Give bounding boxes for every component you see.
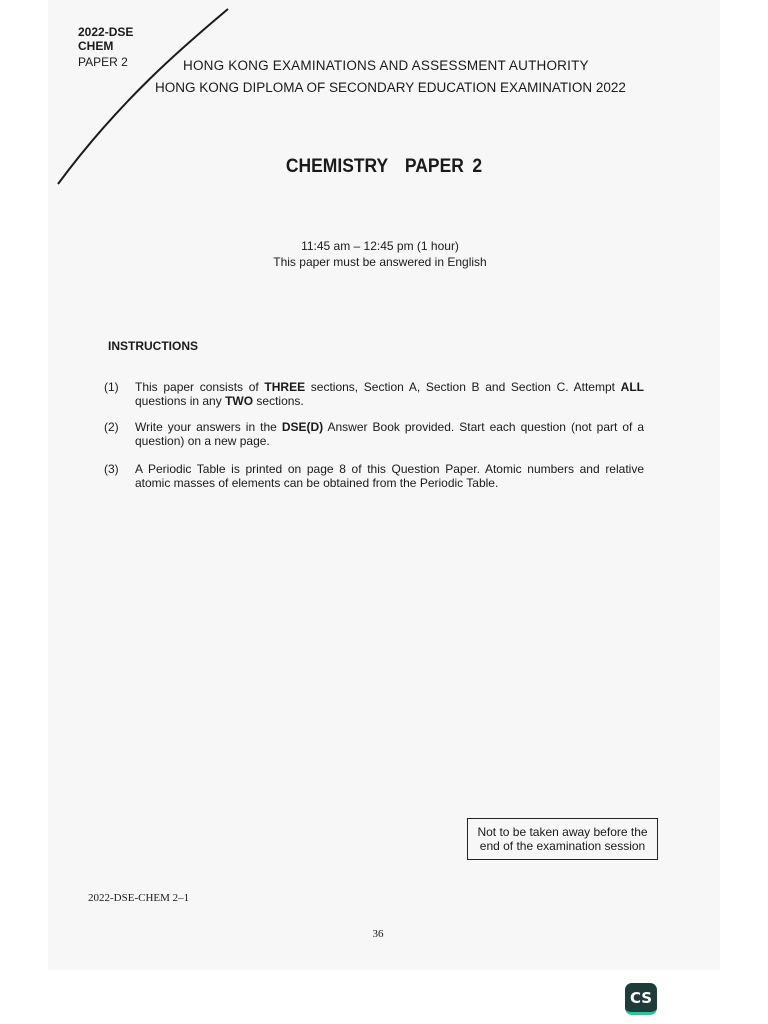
- camscanner-logo-icon[interactable]: CS: [625, 983, 657, 1015]
- language-note: This paper must be answered in English: [273, 255, 487, 269]
- exam-duration: 11:45 am – 12:45 pm (1 hour): [301, 239, 459, 253]
- instruction-item: [104, 462, 644, 490]
- code-subject: CHEM: [78, 39, 114, 53]
- time-block: [0, 238, 760, 270]
- instruction-text: A Periodic Table is printed on page 8 of this Question Paper. Atomic numbers and relative atomic masses of elements can be obtained from the Periodic Table.: [135, 462, 644, 490]
- paper-code-block: [78, 25, 133, 69]
- page-number: 36: [372, 928, 384, 940]
- code-paper: PAPER 2: [78, 55, 128, 69]
- footer-paper-code: 2022-DSE-CHEM 2–1: [88, 892, 190, 904]
- instruction-number: (3): [104, 462, 119, 476]
- instruction-item: [104, 420, 644, 448]
- instruction-number: (1): [104, 380, 119, 394]
- exam-name: HONG KONG DIPLOMA OF SECONDARY EDUCATION EXAMINATION 2022: [155, 80, 626, 95]
- notice-line-2: end of the examination session: [479, 839, 646, 853]
- notice-line-1: Not to be taken away before the: [477, 825, 648, 839]
- instruction-text: This paper consists of THREE sections, Section A, Section B and Section C. Attempt ALL questions in any TWO sections.: [135, 380, 644, 408]
- instruction-number: (2): [104, 420, 119, 434]
- authority-name: HONG KONG EXAMINATIONS AND ASSESSMENT AUTHORITY: [183, 58, 589, 73]
- code-year: 2022-DSE: [78, 25, 134, 39]
- instruction-text: Write your answers in the DSE(D) Answer Book provided. Start each question (not part of a question) on a new page.: [135, 420, 644, 448]
- instructions-heading: INSTRUCTIONS: [108, 339, 198, 353]
- page-title: CHEMISTRY PAPER 2: [285, 156, 483, 177]
- notice-box: [467, 818, 658, 860]
- instruction-item: [104, 380, 644, 408]
